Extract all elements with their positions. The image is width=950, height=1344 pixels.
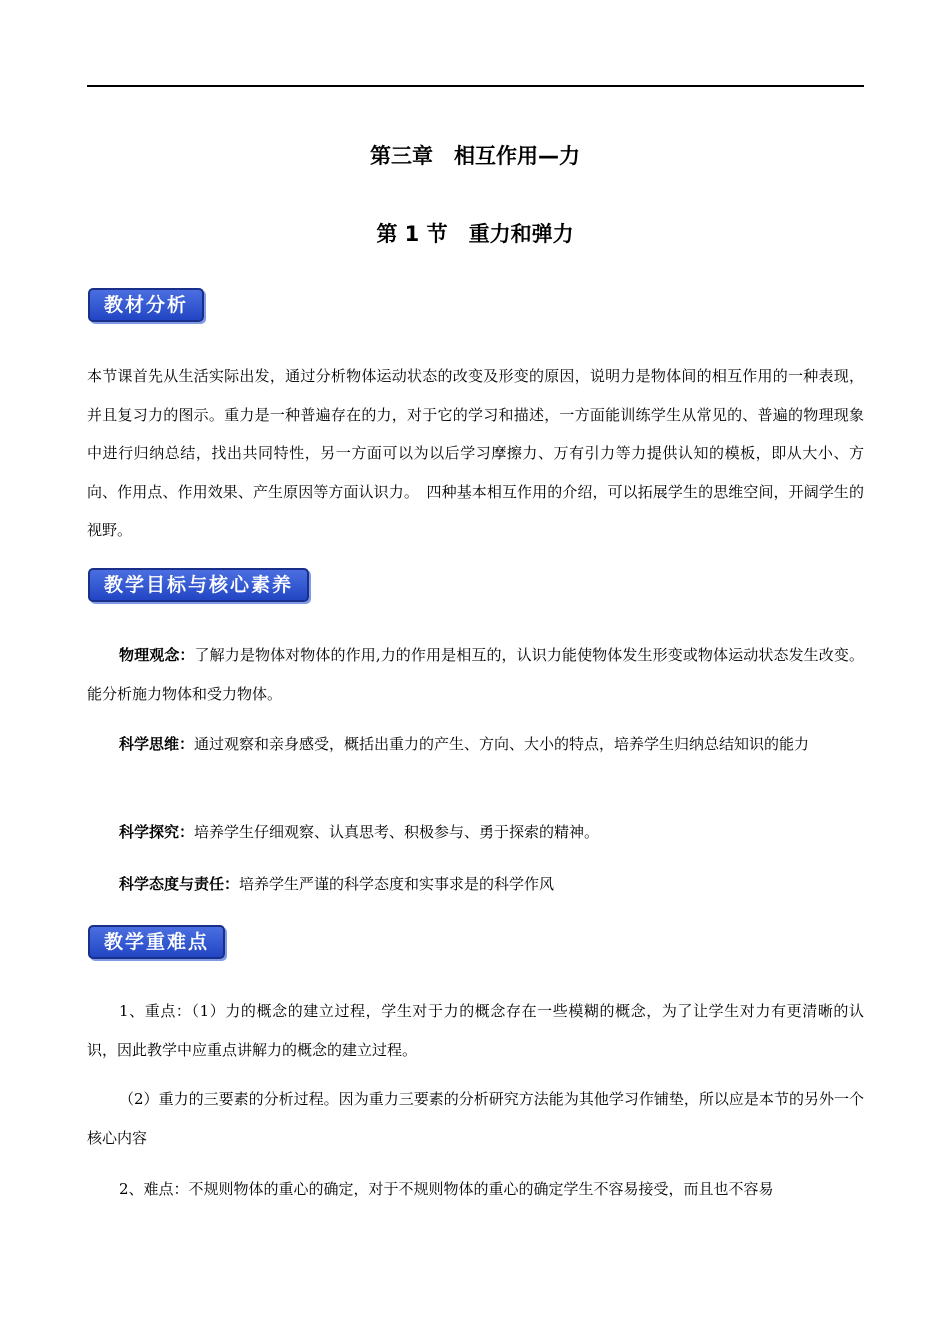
goals-badge: 教学目标与核心素养 [88, 568, 309, 602]
section-title: 第 1 节 重力和弹力 [376, 222, 574, 246]
goal-text: 培养学生仔细观察、认真思考、积极参与、勇于探索的精神。 [194, 823, 600, 841]
goal-label: 科学探究： [119, 823, 195, 841]
key-point-paragraph: 2、难点：不规则物体的重心的确定，对于不规则物体的重心的确定学生不容易接受，而且也不容易 [119, 1180, 774, 1198]
goal-item [87, 813, 864, 852]
goal-text: 培养学生严谨的科学态度和实事求是的科学作风 [239, 875, 555, 893]
goal-label: 科学态度与责任： [119, 875, 240, 893]
key-point-paragraph: （2）重力的三要素的分析过程。因为重力三要素的分析研究方法能为其他学习作铺垫，所以应是本节的另外一个核心内容 [87, 1090, 864, 1147]
goal-text: 通过观察和亲身感受，概括出重力的产生、方向、大小的特点，培养学生归纳总结知识的能力 [194, 735, 810, 753]
goal-label: 科学思维： [119, 735, 195, 753]
goal-label: 物理观念： [119, 646, 195, 664]
header-rule [87, 85, 864, 87]
key-points-badge: 教学重难点 [88, 925, 225, 959]
goal-item [87, 865, 864, 904]
analysis-badge: 教材分析 [88, 288, 204, 322]
key-point-paragraph: 1、重点：（1）力的概念的建立过程，学生对于力的概念存在一些模糊的概念，为了让学生对力有更清晰的认识，因此教学中应重点讲解力的概念的建立过程。 [87, 1002, 864, 1059]
goal-item [87, 725, 864, 764]
analysis-paragraph: 本节课首先从生活实际出发，通过分析物体运动状态的改变及形变的原因，说明力是物体间的相互作用的一种表现，并且复习力的图示。重力是一种普遍存在的力，对于它的学习和描述，一方面能训练学生从常见的、普遍的物理现象中进行归纳总结，找出共同特性，另一方面可以为以后学习摩擦力、万有引力等力提供认知的模板，即从大小、方向、作用点、作用效果、产生原因等方面认识力。 四种基本相互作用的介绍，可以拓展学生的思维空间，开阔学生的视野。 [87, 367, 864, 539]
goal-item [87, 636, 864, 713]
goal-text: 了解力是物体对物体的作用,力的作用是相互的，认识力能使物体发生形变或物体运动状态发生改变。能分析施力物体和受力物体。 [87, 646, 864, 703]
chapter-title: 第三章 相互作用—力 [370, 144, 580, 168]
